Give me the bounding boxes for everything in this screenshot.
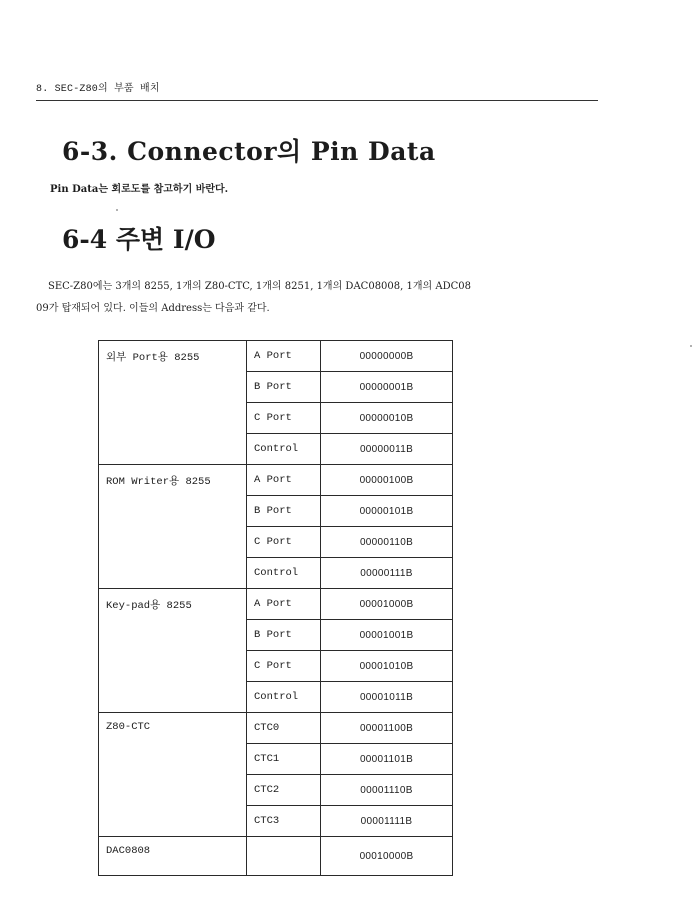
table-row — [99, 713, 453, 744]
address-cell: 00000011B — [321, 434, 453, 465]
address-cell: 00000101B — [321, 496, 453, 527]
port-cell: B Port — [247, 496, 321, 527]
address-cell: 00001011B — [321, 682, 453, 713]
address-cell: 00001000B — [321, 589, 453, 620]
port-cell: CTC0 — [247, 713, 321, 744]
address-cell: 00000100B — [321, 465, 453, 496]
port-cell: B Port — [247, 620, 321, 651]
device-cell: DAC0808 — [99, 837, 247, 876]
port-cell: C Port — [247, 527, 321, 558]
address-cell: 00000010B — [321, 403, 453, 434]
table-row — [99, 341, 453, 372]
port-cell: A Port — [247, 589, 321, 620]
address-cell: 00001110B — [321, 775, 453, 806]
io-address-table-body — [99, 341, 453, 876]
device-cell: 외부 Port용 8255 — [99, 341, 247, 465]
address-cell: 00001111B — [321, 806, 453, 837]
table-row — [99, 837, 453, 876]
address-cell: 00001010B — [321, 651, 453, 682]
table-row — [99, 589, 453, 620]
section-6-4-title: 6-4 주변 I/O — [62, 225, 216, 254]
address-cell: 00000110B — [321, 527, 453, 558]
port-cell: C Port — [247, 403, 321, 434]
section-6-4-body-line-1: SEC-Z80에는 3개의 8255, 1개의 Z80-CTC, 1개의 8251, 1개의 DAC08008, 1개의 ADC08 — [48, 281, 471, 292]
scan-speck — [116, 209, 118, 211]
scan-speck — [690, 345, 692, 347]
port-cell: Control — [247, 682, 321, 713]
running-header: 8. SEC-Z80의 부품 배치 — [36, 84, 160, 95]
table-row — [99, 465, 453, 496]
address-cell: 00000001B — [321, 372, 453, 403]
header-rule — [36, 100, 598, 101]
device-cell: Key-pad용 8255 — [99, 589, 247, 713]
port-cell: CTC2 — [247, 775, 321, 806]
port-cell: CTC3 — [247, 806, 321, 837]
address-cell: 00001100B — [321, 713, 453, 744]
address-cell: 00001001B — [321, 620, 453, 651]
port-cell: B Port — [247, 372, 321, 403]
section-6-4-body-line-2: 09가 탑재되어 있다. 이들의 Address는 다음과 같다. — [36, 303, 270, 314]
port-cell: A Port — [247, 341, 321, 372]
port-cell: Control — [247, 434, 321, 465]
port-cell — [247, 837, 321, 876]
port-cell: A Port — [247, 465, 321, 496]
address-cell: 00000111B — [321, 558, 453, 589]
address-cell: 00001101B — [321, 744, 453, 775]
port-cell: C Port — [247, 651, 321, 682]
section-6-3-title: 6-3. Connector의 Pin Data — [62, 137, 436, 166]
io-address-table — [98, 340, 453, 876]
device-cell: ROM Writer용 8255 — [99, 465, 247, 589]
section-6-3-body: Pin Data는 회로도를 참고하기 바란다. — [50, 184, 229, 195]
section-6-4-body — [36, 276, 616, 320]
device-cell: Z80-CTC — [99, 713, 247, 837]
port-cell: CTC1 — [247, 744, 321, 775]
address-cell: 00010000B — [321, 837, 453, 876]
address-cell: 00000000B — [321, 341, 453, 372]
port-cell: Control — [247, 558, 321, 589]
